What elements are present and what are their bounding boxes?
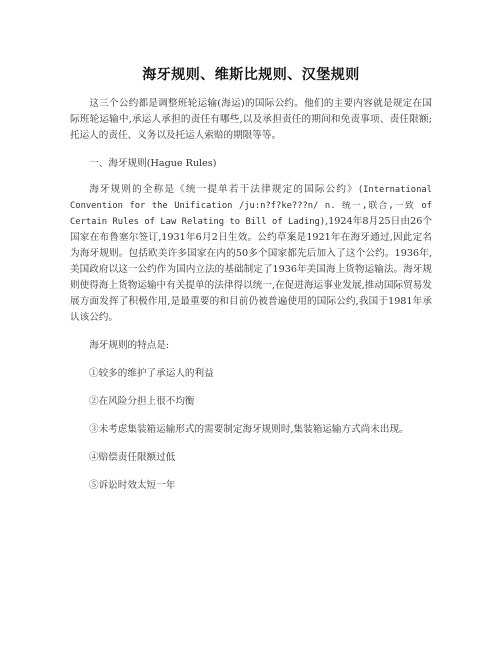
feature-item: ①较多的维护了承运人的利益 [89, 368, 214, 379]
hague-rules-text-start: 海牙规则的全称是《统一提单若干法律规定的国际公约》 [89, 184, 358, 195]
hague-rules-paragraph [70, 182, 432, 326]
hague-rules-english-name: (International Convention for the Unification /ju:n?f?ke???n/ n. 统一,联合,一致 of Certain Rules of Law Relating to Bill of Lading) [70, 185, 432, 227]
section-heading-hague-rules: 一、海牙规则(Hague Rules) [89, 158, 217, 169]
feature-item: ②在风险分担上很不均衡 [89, 396, 195, 407]
hague-rules-text-rest: ,1924年8月25日由26个国家在布鲁塞尔签订,1931年6月2日生效。公约草案是1921年在海牙通过,因此定名为海牙规则。包括欧美许多国家在内的50多个国家都先后加入了这个公约。1936年,美国政府以这一公约作为国内立法的基础制定了1936年美国海上货物运输法。海牙规则使得海上货物运输中有关提单的法律得以统一,在促进海运事业发展,推动国际贸易发展方面发挥了积极作用,是最重要的和目前仍被普遍使用的国际公约,我国于1981年承认该公约。 [70, 216, 433, 323]
feature-item: ③未考虑集装箱运输形式的需要制定海牙规则时,集装箱运输方式尚未出现。 [89, 424, 409, 435]
feature-item: ⑤诉讼时效太短一年 [89, 480, 176, 491]
document-title: 海牙规则、维斯比规则、汉堡规则 [142, 67, 360, 83]
document-body [70, 96, 432, 494]
features-heading: 海牙规则的特点是: [89, 340, 170, 351]
feature-item: ④赔偿责任限额过低 [89, 452, 176, 463]
intro-paragraph: 这三个公约都是调整班轮运输(海运)的国际公约。他们的主要内容就是规定在国际班轮运输中,承运人承担的责任有哪些,以及承担责任的期间和免责事项、责任限额;托运人的责任、义务以及托运人索赔的期限等等。 [70, 98, 432, 141]
